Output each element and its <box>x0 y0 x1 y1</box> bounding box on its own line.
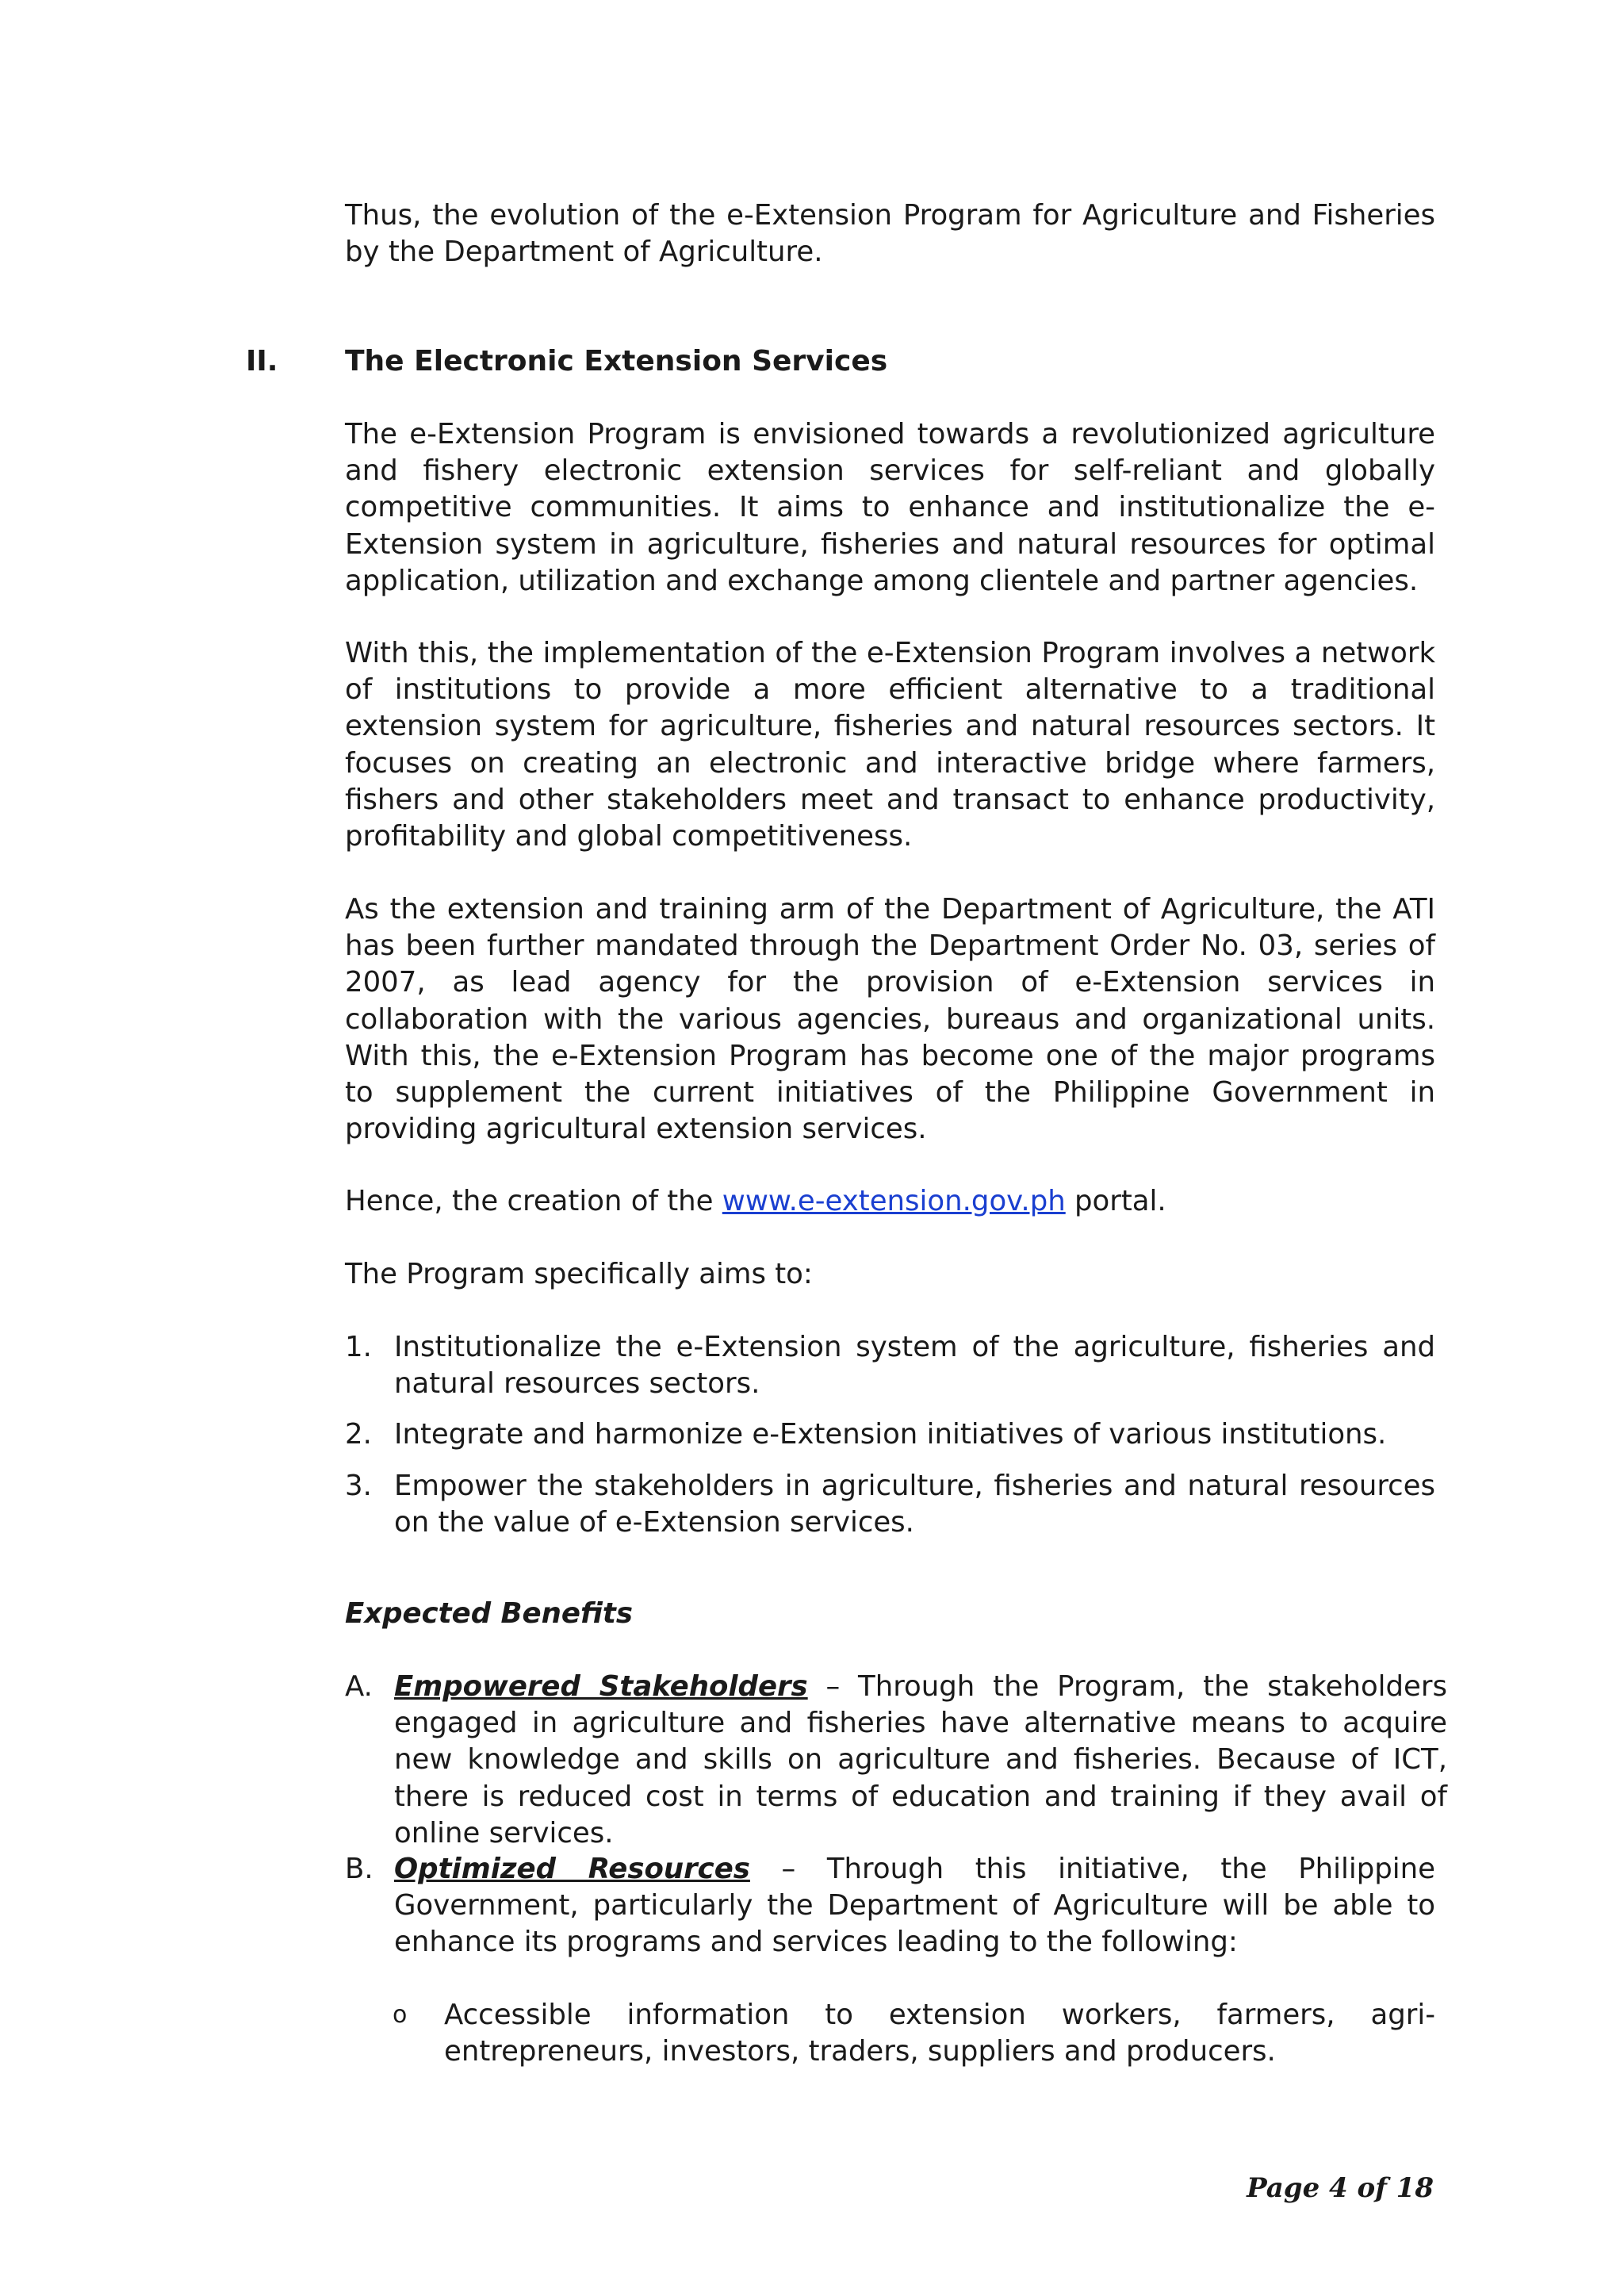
benefit-title: Empowered Stakeholders <box>394 1670 808 1703</box>
aims-list <box>345 1329 1435 1541</box>
section-paragraph: With this, the implementation of the e-Extension Program involves a network of institutions to provide a more efficient alternative to a traditional extension system for agriculture, fisheries and natural resources sectors. It focuses on creating an electronic and interactive bridge where farmers, fishers and other stakeholders meet and transact to enhance productivity, profitability and global competitiveness. <box>345 637 1435 853</box>
benefits-heading: Expected Benefits <box>345 1597 634 1630</box>
benefit-text: – Through the Program, the stakeholders engaged in agriculture and fisheries have alternative means to acquire new knowledge and skills on agriculture and fisheries. Because of ICT, there is reduced cost in terms of education and training if they avail of online services. <box>394 1670 1447 1849</box>
portal-link[interactable]: www.e-extension.gov.ph <box>722 1185 1066 1217</box>
benefit-text: – Through this initiative, the Philippine Government, particularly the Department of Agriculture will be able to enhance its programs and services leading to the following: <box>394 1853 1436 1959</box>
benefit-title: Optimized Resources <box>394 1853 750 1885</box>
intro-paragraph: Thus, the evolution of the e-Extension Program for Agriculture and Fisheries by the Department of Agriculture. <box>345 199 1435 269</box>
portal-line-before: Hence, the creation of the <box>345 1185 722 1217</box>
sub-bullet-list <box>345 1997 1435 2070</box>
portal-line <box>345 1183 1435 1220</box>
portal-line-after: portal. <box>1065 1185 1166 1217</box>
list-item <box>345 1329 1435 1402</box>
list-item-text: Integrate and harmonize e-Extension initiatives of various institutions. <box>394 1418 1387 1451</box>
list-item-text: Empower the stakeholders in agriculture, fisheries and natural resources on the value of e-Extension services. <box>394 1469 1435 1539</box>
list-item <box>345 1669 1447 1852</box>
list-item <box>345 1416 1435 1453</box>
section-paragraph: As the extension and training arm of the Department of Agriculture, the ATI has been further mandated through the Department Order No. 03, series of 2007, as lead agency for the provision of e-Extension services in collaboration with the various agencies, bureaus and organizational units. With this, the e-Extension Program has become one of the major programs to supplement the current initiatives of the Philippine Government in providing agricultural extension services. <box>345 893 1435 1146</box>
benefit-letter: B. <box>345 1853 373 1885</box>
section-paragraph: The e-Extension Program is envisioned towards a revolutionized agriculture and fishery electronic extension services for self-reliant and globally competitive communities. It aims to enhance and institutionalize the e-Extension system in agriculture, fisheries and natural resources for optimal application, utilization and exchange among clientele and partner agencies. <box>345 418 1435 597</box>
benefit-item-b <box>345 1851 1435 1961</box>
sub-bullet-text: Accessible information to extension workers, farmers, agri-entrepreneurs, investors, traders, suppliers and producers. <box>444 1999 1435 2068</box>
section-paragraph-3-block <box>345 891 1435 1148</box>
section-number: II. <box>246 345 278 378</box>
list-item-number: 3. <box>345 1469 372 1502</box>
intro-paragraph-block <box>345 197 1435 270</box>
aims-intro: The Program specifically aims to: <box>345 1258 813 1290</box>
section-paragraph-2-block <box>345 635 1435 855</box>
benefit-item-a <box>345 1669 1447 1852</box>
section-paragraph-1-block <box>345 416 1435 600</box>
list-item-number: 2. <box>345 1418 372 1451</box>
list-item-number: 1. <box>345 1331 372 1363</box>
benefit-letter: A. <box>345 1670 373 1703</box>
list-item-text: Institutionalize the e-Extension system of the agriculture, fisheries and natural resources sectors. <box>394 1331 1435 1401</box>
list-item <box>345 1851 1435 1961</box>
page-number-footer: Page 4 of 18 <box>1247 2172 1434 2204</box>
section-title: The Electronic Extension Services <box>345 345 888 378</box>
list-item <box>345 1468 1435 1541</box>
circle-bullet-icon: o <box>393 2001 408 2029</box>
sub-bullet-item <box>345 1997 1435 2070</box>
